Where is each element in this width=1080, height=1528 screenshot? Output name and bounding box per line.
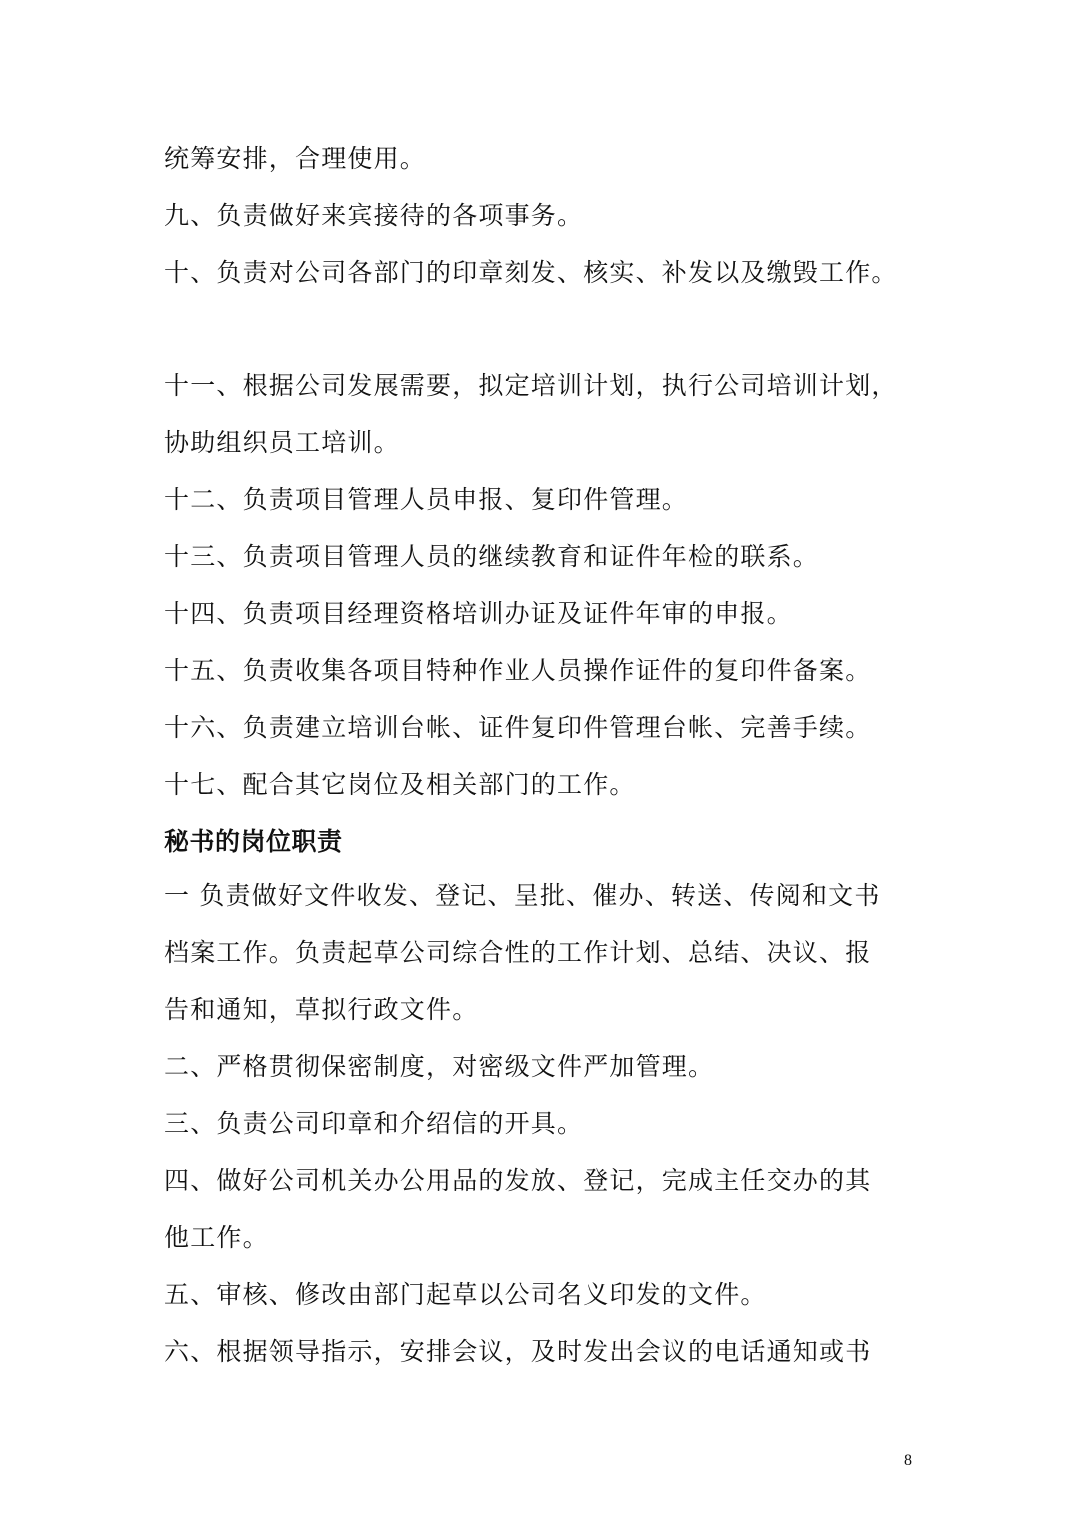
text-line: 一 负责做好文件收发、登记、呈批、催办、转送、传阅和文书 [164,881,881,910]
text-line: 协助组织员工培训。 [164,428,400,457]
text-line: 档案工作。负责起草公司综合性的工作计划、总结、决议、报 [164,938,872,967]
text-line: 九、负责做好来宾接待的各项事务。 [164,201,584,230]
text-line: 告和通知，草拟行政文件。 [164,995,479,1024]
text-line: 统筹安排，合理使用。 [164,144,427,173]
text-line: 十七、配合其它岗位及相关部门的工作。 [164,770,636,799]
text-line: 十、负责对公司各部门的印章刻发、核实、补发以及缴毁工作。 [164,258,898,287]
text-line: 他工作。 [164,1223,269,1252]
section-heading: 秘书的岗位职责 [164,827,343,856]
page-number: 8 [904,1452,912,1469]
text-line: 十三、负责项目管理人员的继续教育和证件年检的联系。 [164,542,820,571]
text-line: 六、根据领导指示，安排会议，及时发出会议的电话通知或书 [164,1337,872,1366]
text-line: 三、负责公司印章和介绍信的开具。 [164,1109,584,1138]
text-line: 二、严格贯彻保密制度，对密级文件严加管理。 [164,1052,715,1081]
text-line: 五、审核、修改由部门起草以公司名义印发的文件。 [164,1280,767,1309]
text-line: 十五、负责收集各项目特种作业人员操作证件的复印件备案。 [164,656,872,685]
text-line: 十四、负责项目经理资格培训办证及证件年审的申报。 [164,599,793,628]
text-line: 十一、根据公司发展需要，拟定培训计划，执行公司培训计划， [164,371,898,400]
text-line: 十二、负责项目管理人员申报、复印件管理。 [164,485,689,514]
text-line: 四、做好公司机关办公用品的发放、登记，完成主任交办的其 [164,1166,872,1195]
text-line: 十六、负责建立培训台帐、证件复印件管理台帐、完善手续。 [164,713,872,742]
